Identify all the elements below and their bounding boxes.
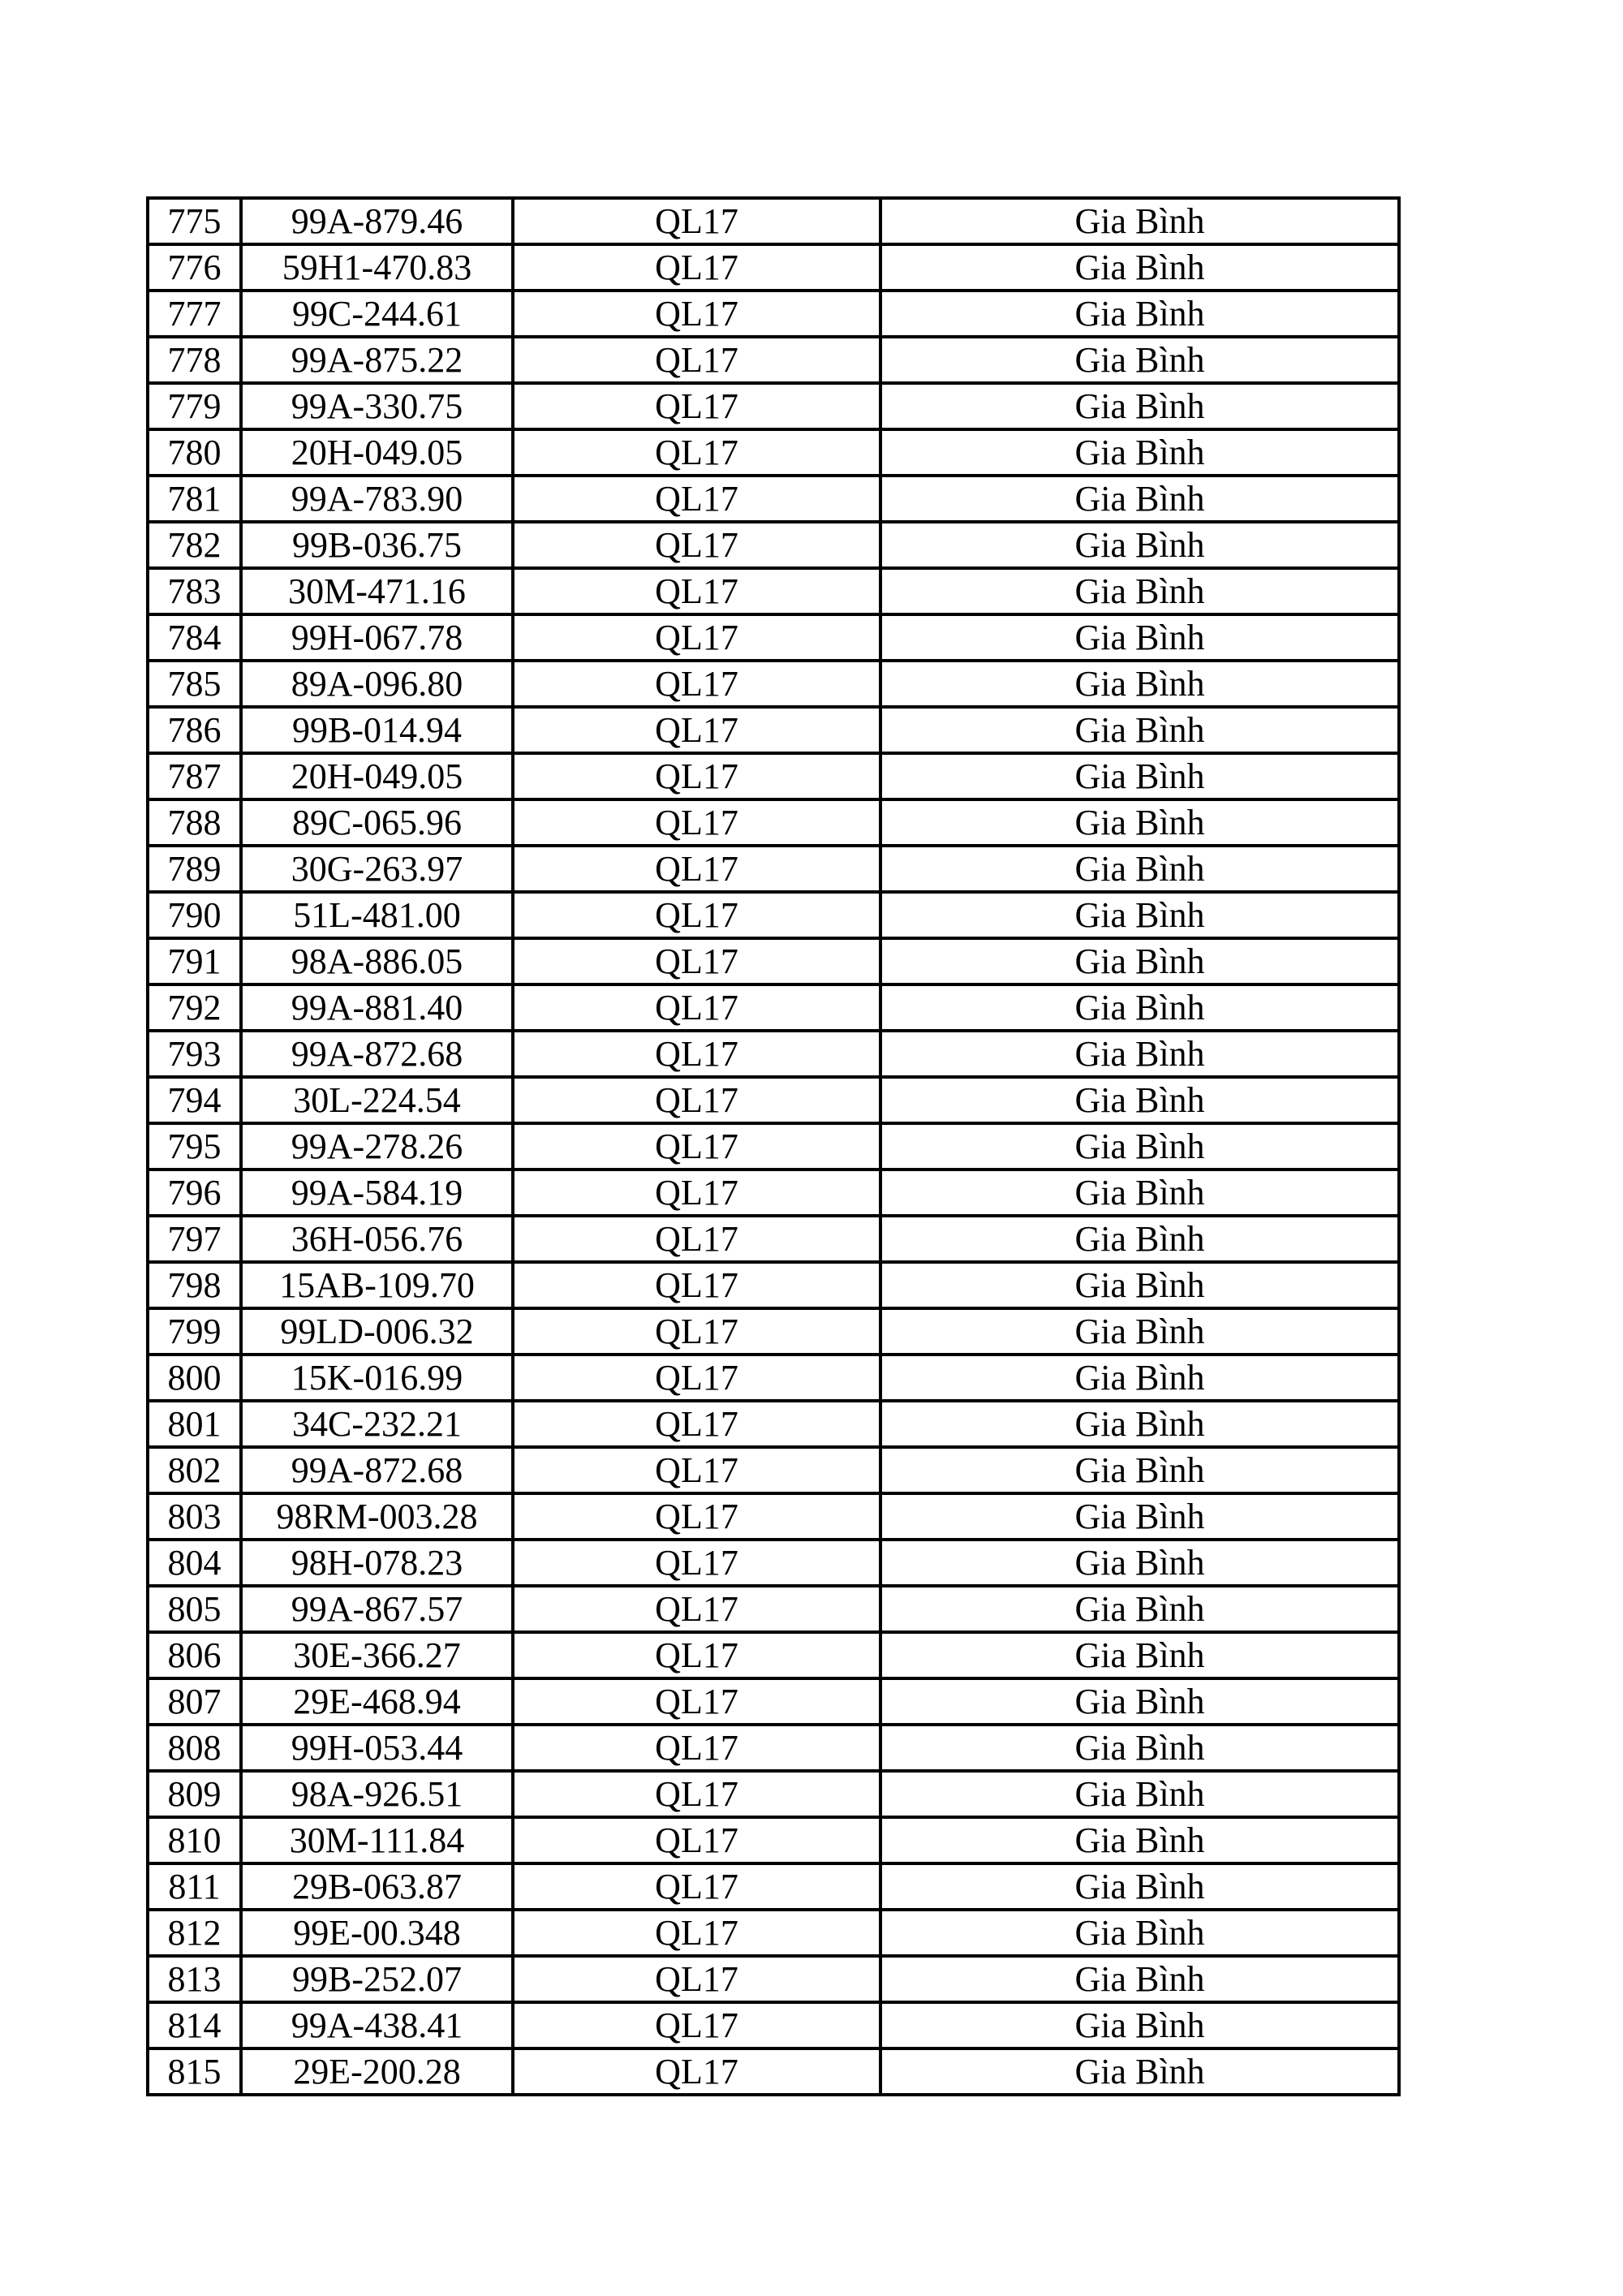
row-number-cell: 801: [148, 1401, 241, 1447]
table-row: [148, 799, 1399, 846]
table-row: [148, 429, 1399, 476]
plate-cell: 99A-330.75: [241, 383, 513, 429]
district-cell: Gia Bình: [880, 1678, 1399, 1725]
route-cell: QL17: [513, 1077, 880, 1123]
row-number-cell: 798: [148, 1262, 241, 1308]
plate-table-body: [148, 198, 1399, 2095]
route-cell: QL17: [513, 1632, 880, 1678]
district-cell: Gia Bình: [880, 1863, 1399, 1910]
row-number-cell: 797: [148, 1216, 241, 1262]
district-cell: Gia Bình: [880, 1771, 1399, 1817]
plate-cell: 30E-366.27: [241, 1632, 513, 1678]
route-cell: QL17: [513, 1586, 880, 1632]
table-row: [148, 522, 1399, 568]
district-cell: Gia Bình: [880, 614, 1399, 661]
route-cell: QL17: [513, 938, 880, 984]
plate-cell: 99B-036.75: [241, 522, 513, 568]
plate-cell: 99A-881.40: [241, 984, 513, 1031]
table-row: [148, 1817, 1399, 1863]
row-number-cell: 803: [148, 1493, 241, 1540]
row-number-cell: 789: [148, 846, 241, 892]
route-cell: QL17: [513, 1910, 880, 1956]
plate-cell: 20H-049.05: [241, 753, 513, 799]
row-number-cell: 788: [148, 799, 241, 846]
plate-cell: 15AB-109.70: [241, 1262, 513, 1308]
plate-cell: 98RM-003.28: [241, 1493, 513, 1540]
plate-cell: 20H-049.05: [241, 429, 513, 476]
table-row: [148, 1771, 1399, 1817]
table-row: [148, 1308, 1399, 1355]
route-cell: QL17: [513, 244, 880, 291]
row-number-cell: 810: [148, 1817, 241, 1863]
district-cell: Gia Bình: [880, 2002, 1399, 2048]
plate-cell: 99A-783.90: [241, 476, 513, 522]
route-cell: QL17: [513, 337, 880, 383]
district-cell: Gia Bình: [880, 1725, 1399, 1771]
table-row: [148, 707, 1399, 753]
table-row: [148, 1262, 1399, 1308]
plate-cell: 99A-438.41: [241, 2002, 513, 2048]
plate-cell: 30L-224.54: [241, 1077, 513, 1123]
route-cell: QL17: [513, 1540, 880, 1586]
district-cell: Gia Bình: [880, 1817, 1399, 1863]
plate-cell: 99B-014.94: [241, 707, 513, 753]
district-cell: Gia Bình: [880, 846, 1399, 892]
table-row: [148, 2048, 1399, 2095]
district-cell: Gia Bình: [880, 2048, 1399, 2095]
route-cell: QL17: [513, 707, 880, 753]
table-row: [148, 1123, 1399, 1170]
row-number-cell: 815: [148, 2048, 241, 2095]
row-number-cell: 787: [148, 753, 241, 799]
plate-cell: 99C-244.61: [241, 291, 513, 337]
row-number-cell: 806: [148, 1632, 241, 1678]
route-cell: QL17: [513, 2048, 880, 2095]
route-cell: QL17: [513, 1725, 880, 1771]
district-cell: Gia Bình: [880, 661, 1399, 707]
route-cell: QL17: [513, 1216, 880, 1262]
plate-cell: 99A-278.26: [241, 1123, 513, 1170]
table-row: [148, 984, 1399, 1031]
route-cell: QL17: [513, 1123, 880, 1170]
route-cell: QL17: [513, 614, 880, 661]
district-cell: Gia Bình: [880, 568, 1399, 614]
table-row: [148, 1077, 1399, 1123]
table-row: [148, 846, 1399, 892]
district-cell: Gia Bình: [880, 984, 1399, 1031]
route-cell: QL17: [513, 892, 880, 938]
row-number-cell: 809: [148, 1771, 241, 1817]
route-cell: QL17: [513, 568, 880, 614]
plate-cell: 30M-111.84: [241, 1817, 513, 1863]
table-row: [148, 291, 1399, 337]
district-cell: Gia Bình: [880, 1216, 1399, 1262]
table-row: [148, 383, 1399, 429]
route-cell: QL17: [513, 846, 880, 892]
table-row: [148, 1910, 1399, 1956]
plate-table: [146, 196, 1401, 2096]
plate-cell: 98A-926.51: [241, 1771, 513, 1817]
row-number-cell: 805: [148, 1586, 241, 1632]
table-row: [148, 2002, 1399, 2048]
table-row: [148, 1355, 1399, 1401]
plate-cell: 30G-263.97: [241, 846, 513, 892]
district-cell: Gia Bình: [880, 1077, 1399, 1123]
row-number-cell: 812: [148, 1910, 241, 1956]
route-cell: QL17: [513, 1956, 880, 2002]
district-cell: Gia Bình: [880, 291, 1399, 337]
plate-cell: 99A-867.57: [241, 1586, 513, 1632]
row-number-cell: 790: [148, 892, 241, 938]
route-cell: QL17: [513, 1401, 880, 1447]
district-cell: Gia Bình: [880, 337, 1399, 383]
row-number-cell: 777: [148, 291, 241, 337]
plate-cell: 99H-067.78: [241, 614, 513, 661]
route-cell: QL17: [513, 661, 880, 707]
table-row: [148, 1863, 1399, 1910]
table-row: [148, 476, 1399, 522]
route-cell: QL17: [513, 522, 880, 568]
table-row: [148, 568, 1399, 614]
district-cell: Gia Bình: [880, 429, 1399, 476]
district-cell: Gia Bình: [880, 1632, 1399, 1678]
row-number-cell: 780: [148, 429, 241, 476]
plate-cell: 99LD-006.32: [241, 1308, 513, 1355]
row-number-cell: 784: [148, 614, 241, 661]
district-cell: Gia Bình: [880, 1170, 1399, 1216]
district-cell: Gia Bình: [880, 1031, 1399, 1077]
plate-cell: 98H-078.23: [241, 1540, 513, 1586]
row-number-cell: 814: [148, 2002, 241, 2048]
row-number-cell: 792: [148, 984, 241, 1031]
district-cell: Gia Bình: [880, 1910, 1399, 1956]
table-row: [148, 1447, 1399, 1493]
table-row: [148, 614, 1399, 661]
row-number-cell: 781: [148, 476, 241, 522]
row-number-cell: 785: [148, 661, 241, 707]
district-cell: Gia Bình: [880, 1540, 1399, 1586]
district-cell: Gia Bình: [880, 522, 1399, 568]
row-number-cell: 776: [148, 244, 241, 291]
route-cell: QL17: [513, 1262, 880, 1308]
plate-cell: 30M-471.16: [241, 568, 513, 614]
plate-cell: 99A-879.46: [241, 198, 513, 244]
plate-cell: 15K-016.99: [241, 1355, 513, 1401]
route-cell: QL17: [513, 1863, 880, 1910]
route-cell: QL17: [513, 429, 880, 476]
route-cell: QL17: [513, 1771, 880, 1817]
plate-cell: 29E-200.28: [241, 2048, 513, 2095]
table-row: [148, 1031, 1399, 1077]
row-number-cell: 791: [148, 938, 241, 984]
row-number-cell: 800: [148, 1355, 241, 1401]
route-cell: QL17: [513, 198, 880, 244]
route-cell: QL17: [513, 1817, 880, 1863]
route-cell: QL17: [513, 1031, 880, 1077]
route-cell: QL17: [513, 291, 880, 337]
district-cell: Gia Bình: [880, 1586, 1399, 1632]
row-number-cell: 782: [148, 522, 241, 568]
district-cell: Gia Bình: [880, 1262, 1399, 1308]
plate-cell: 99A-872.68: [241, 1447, 513, 1493]
district-cell: Gia Bình: [880, 707, 1399, 753]
district-cell: Gia Bình: [880, 1493, 1399, 1540]
row-number-cell: 794: [148, 1077, 241, 1123]
route-cell: QL17: [513, 984, 880, 1031]
plate-cell: 51L-481.00: [241, 892, 513, 938]
table-row: [148, 661, 1399, 707]
route-cell: QL17: [513, 753, 880, 799]
table-row: [148, 337, 1399, 383]
table-row: [148, 753, 1399, 799]
plate-cell: 36H-056.76: [241, 1216, 513, 1262]
row-number-cell: 807: [148, 1678, 241, 1725]
district-cell: Gia Bình: [880, 938, 1399, 984]
plate-cell: 89C-065.96: [241, 799, 513, 846]
route-cell: QL17: [513, 1170, 880, 1216]
table-row: [148, 1216, 1399, 1262]
district-cell: Gia Bình: [880, 1956, 1399, 2002]
row-number-cell: 795: [148, 1123, 241, 1170]
table-row: [148, 1586, 1399, 1632]
district-cell: Gia Bình: [880, 799, 1399, 846]
plate-cell: 34C-232.21: [241, 1401, 513, 1447]
row-number-cell: 793: [148, 1031, 241, 1077]
row-number-cell: 783: [148, 568, 241, 614]
plate-cell: 29E-468.94: [241, 1678, 513, 1725]
plate-cell: 29B-063.87: [241, 1863, 513, 1910]
table-row: [148, 938, 1399, 984]
district-cell: Gia Bình: [880, 476, 1399, 522]
row-number-cell: 804: [148, 1540, 241, 1586]
plate-cell: 99A-872.68: [241, 1031, 513, 1077]
row-number-cell: 779: [148, 383, 241, 429]
route-cell: QL17: [513, 1308, 880, 1355]
table-row: [148, 1678, 1399, 1725]
table-row: [148, 244, 1399, 291]
plate-cell: 99H-053.44: [241, 1725, 513, 1771]
route-cell: QL17: [513, 2002, 880, 2048]
route-cell: QL17: [513, 1493, 880, 1540]
district-cell: Gia Bình: [880, 198, 1399, 244]
row-number-cell: 808: [148, 1725, 241, 1771]
plate-cell: 89A-096.80: [241, 661, 513, 707]
district-cell: Gia Bình: [880, 1308, 1399, 1355]
route-cell: QL17: [513, 1447, 880, 1493]
row-number-cell: 802: [148, 1447, 241, 1493]
route-cell: QL17: [513, 799, 880, 846]
row-number-cell: 786: [148, 707, 241, 753]
table-row: [148, 1493, 1399, 1540]
plate-cell: 99B-252.07: [241, 1956, 513, 2002]
district-cell: Gia Bình: [880, 1401, 1399, 1447]
route-cell: QL17: [513, 1355, 880, 1401]
table-row: [148, 1956, 1399, 2002]
table-row: [148, 892, 1399, 938]
plate-cell: 99A-584.19: [241, 1170, 513, 1216]
row-number-cell: 813: [148, 1956, 241, 2002]
route-cell: QL17: [513, 383, 880, 429]
table-row: [148, 1632, 1399, 1678]
row-number-cell: 796: [148, 1170, 241, 1216]
row-number-cell: 775: [148, 198, 241, 244]
district-cell: Gia Bình: [880, 1123, 1399, 1170]
plate-cell: 98A-886.05: [241, 938, 513, 984]
plate-cell: 59H1-470.83: [241, 244, 513, 291]
table-row: [148, 198, 1399, 244]
row-number-cell: 811: [148, 1863, 241, 1910]
district-cell: Gia Bình: [880, 1447, 1399, 1493]
district-cell: Gia Bình: [880, 244, 1399, 291]
row-number-cell: 778: [148, 337, 241, 383]
district-cell: Gia Bình: [880, 892, 1399, 938]
route-cell: QL17: [513, 476, 880, 522]
district-cell: Gia Bình: [880, 753, 1399, 799]
table-row: [148, 1170, 1399, 1216]
table-row: [148, 1401, 1399, 1447]
plate-cell: 99E-00.348: [241, 1910, 513, 1956]
district-cell: Gia Bình: [880, 1355, 1399, 1401]
table-row: [148, 1725, 1399, 1771]
table-row: [148, 1540, 1399, 1586]
row-number-cell: 799: [148, 1308, 241, 1355]
plate-cell: 99A-875.22: [241, 337, 513, 383]
route-cell: QL17: [513, 1678, 880, 1725]
district-cell: Gia Bình: [880, 383, 1399, 429]
